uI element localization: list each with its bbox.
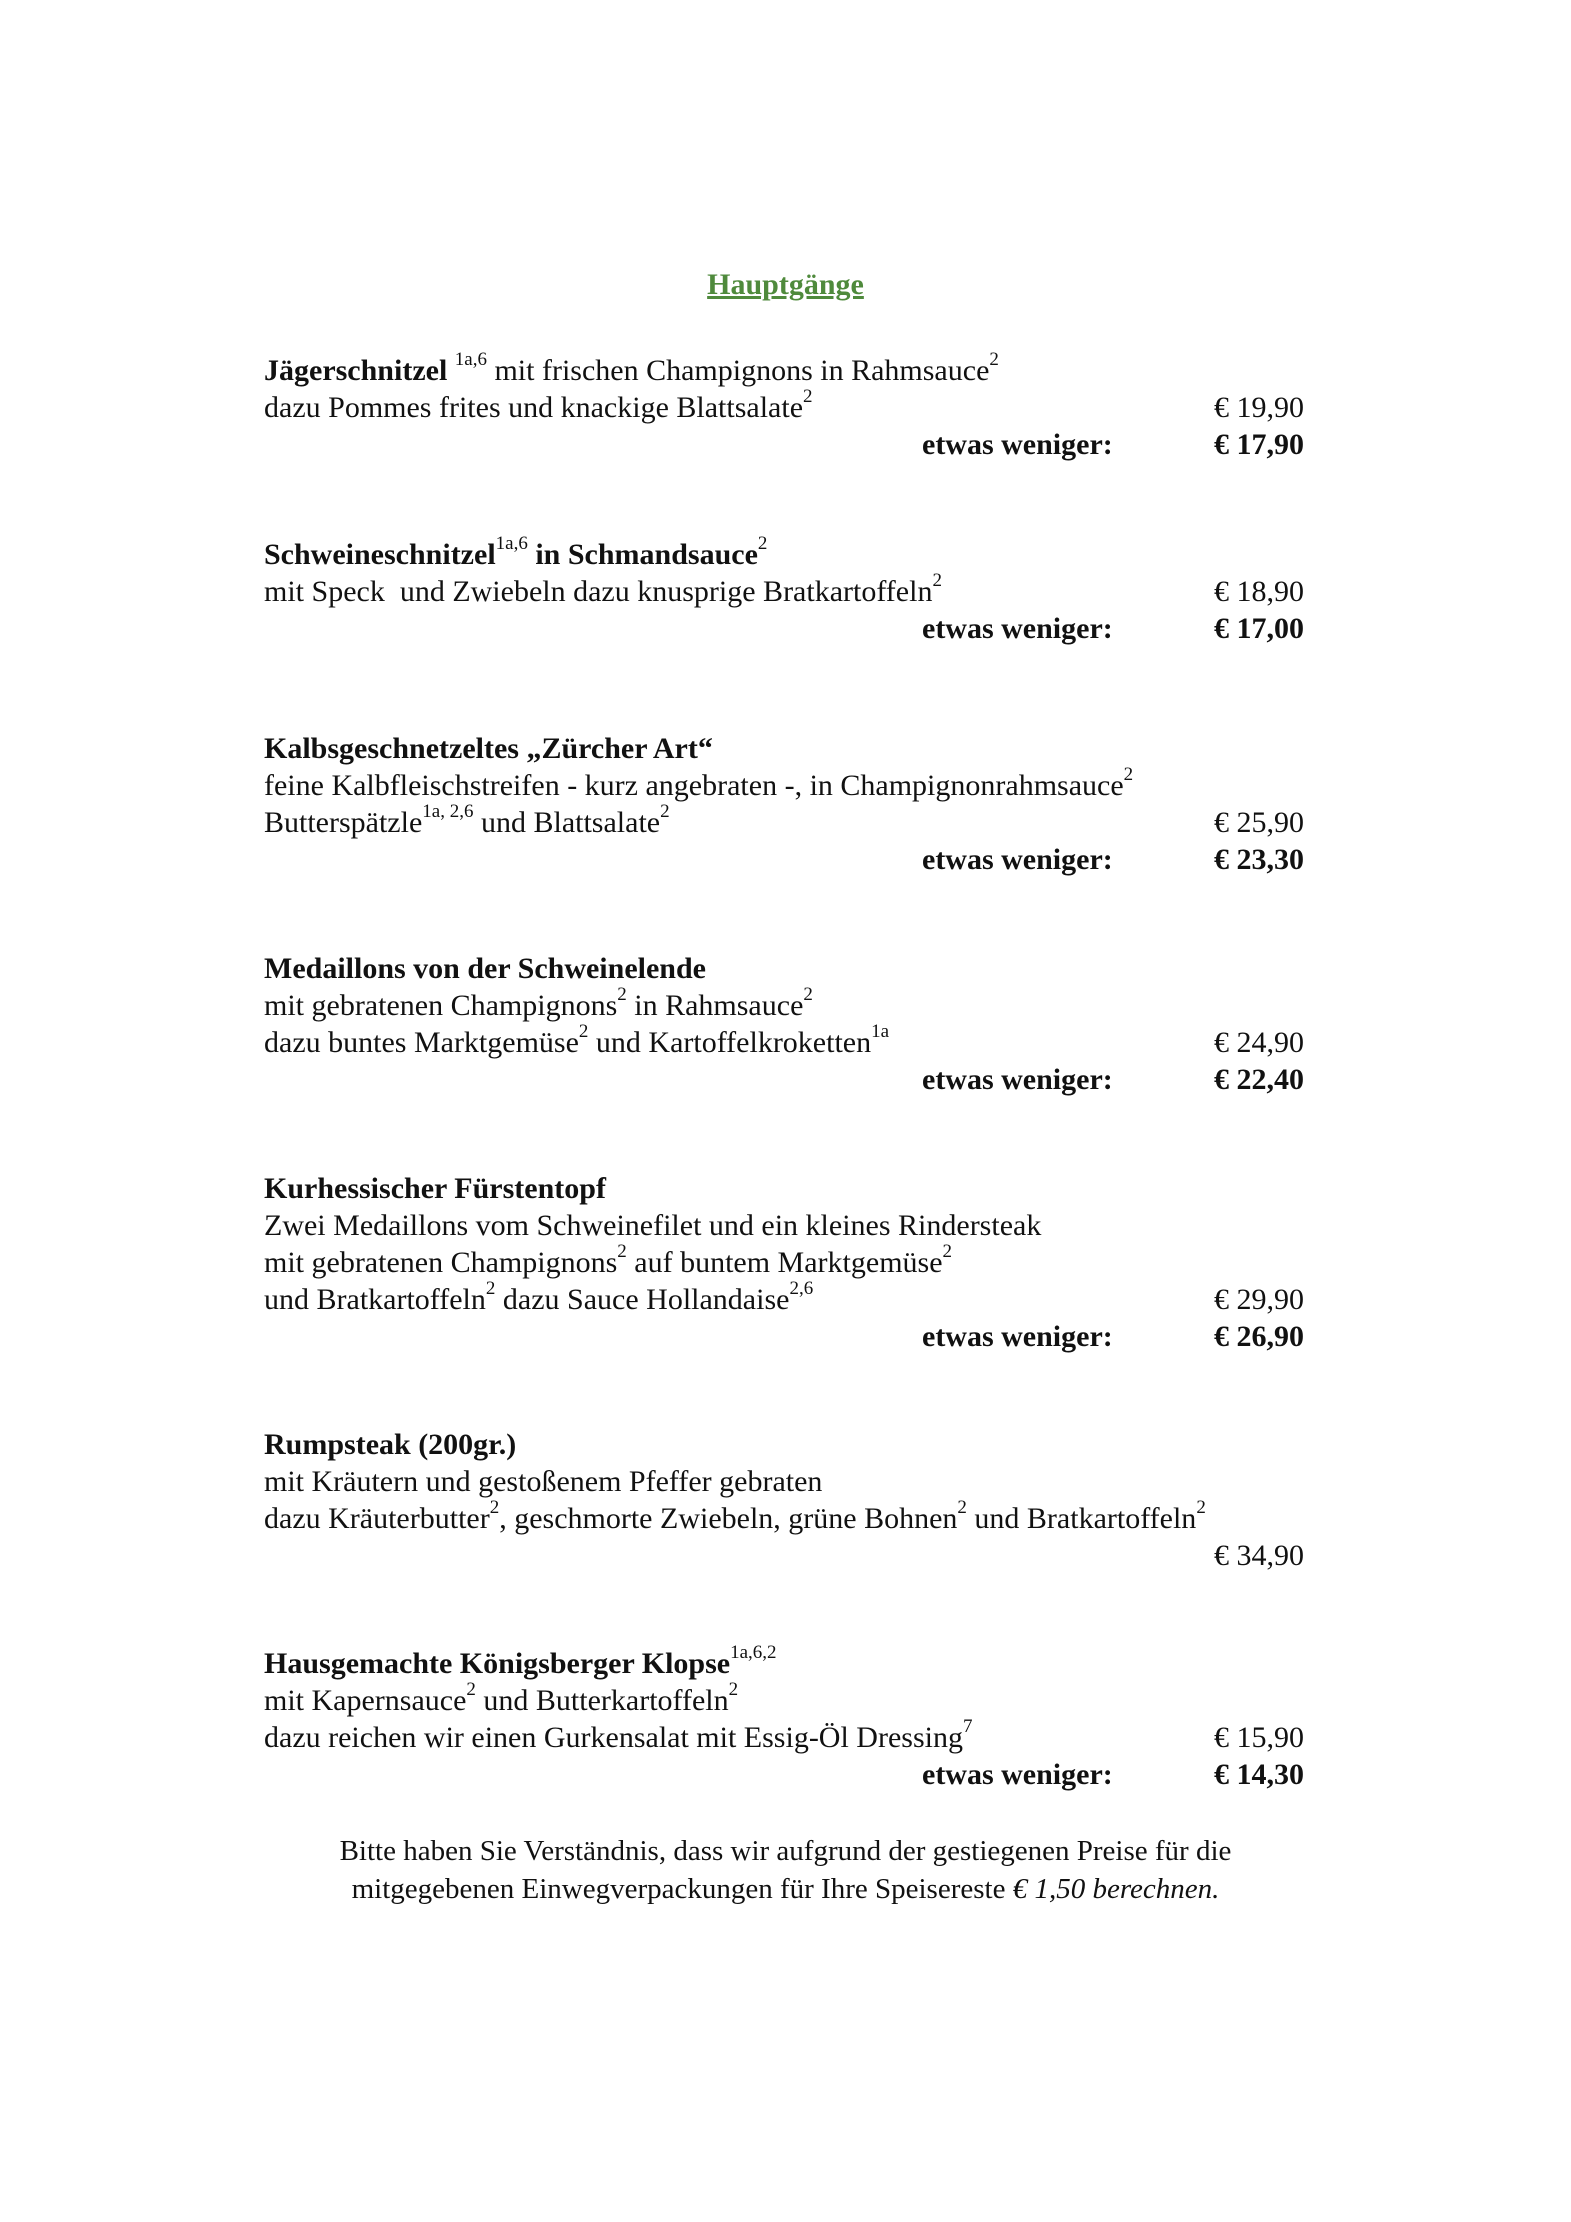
allergen-note: 1a, 2,6 xyxy=(422,801,474,822)
description-text: mit Speck und Zwiebeln dazu knusprige Bratkartoffeln xyxy=(264,575,933,608)
allergen-note: 2 xyxy=(578,1021,589,1042)
dish-title-line xyxy=(264,533,1304,573)
smaller-portion-price: € 23,30 xyxy=(1214,843,1304,876)
description-text: mit Kapernsauce xyxy=(264,1684,467,1717)
dish-name: Jägerschnitzel xyxy=(264,354,448,387)
smaller-portion-label: etwas weniger: xyxy=(922,843,1113,876)
description-text: und Bratkartoffeln xyxy=(966,1502,1197,1535)
dish-fuerstentopf xyxy=(264,1170,1304,1355)
allergen-note: 2 xyxy=(485,1278,496,1299)
smaller-portion-label: etwas weniger: xyxy=(922,1063,1113,1096)
description-text: dazu reichen wir einen Gurkensalat mit Essig-Öl Dressing xyxy=(264,1721,963,1754)
dish-description-line xyxy=(264,1463,1304,1500)
dish-description-line xyxy=(264,984,1304,1024)
dish-name: Medaillons von der Schweinelende xyxy=(264,952,706,985)
allergen-note: 2 xyxy=(803,386,813,407)
allergen-note: 2,6 xyxy=(789,1278,814,1299)
description-text: mit Kräutern und gestoßenem Pfeffer gebraten xyxy=(264,1465,823,1498)
description-text: und Blattsalate xyxy=(473,806,661,839)
dish-rumpsteak xyxy=(264,1426,1304,1574)
dish-description-line xyxy=(264,801,1304,841)
description-text: dazu Pommes frites und knackige Blattsalate xyxy=(264,391,804,424)
dish-description-line xyxy=(264,386,1304,426)
smaller-portion-line xyxy=(264,1318,1304,1355)
notice-fee: € 1,50 berechnen. xyxy=(1012,1873,1220,1905)
description-text: in Rahmsauce xyxy=(626,989,804,1022)
allergen-note: 1a,6,2 xyxy=(730,1642,777,1663)
description-text: mit gebratenen Champignons xyxy=(264,989,618,1022)
dish-kalbsgeschnetzeltes xyxy=(264,730,1304,878)
dish-subtitle: mit frischen Champignons in Rahmsauce xyxy=(494,354,990,387)
dish-title-line xyxy=(264,1642,1304,1682)
allergen-note: 2 xyxy=(989,349,999,370)
dish-jaegerschnitzel xyxy=(264,349,1304,463)
dish-description-line xyxy=(264,1497,1304,1537)
allergen-note: 2 xyxy=(757,533,768,554)
dish-name: Kalbsgeschnetzeltes „Zürcher Art“ xyxy=(264,732,713,765)
notice-text: mitgegebenen Einwegverpackungen für Ihre Speisereste xyxy=(351,1873,1013,1905)
description-text: dazu buntes Marktgemüse xyxy=(264,1026,579,1059)
dish-price: € 25,90 xyxy=(1214,806,1304,839)
dish-description-line xyxy=(264,1679,1304,1719)
dish-description-line xyxy=(264,1278,1304,1318)
dish-medaillons xyxy=(264,950,1304,1098)
description-text: mit gebratenen Champignons xyxy=(264,1246,618,1279)
allergen-note: 2 xyxy=(466,1679,476,1700)
dish-name: Schweineschnitzel xyxy=(264,538,496,571)
smaller-portion-label: etwas weniger: xyxy=(922,1758,1113,1791)
dish-title-line xyxy=(264,349,1304,389)
smaller-portion-price: € 22,40 xyxy=(1214,1063,1304,1096)
dish-title-line xyxy=(264,950,1304,987)
description-text: und Butterkartoffeln xyxy=(475,1684,729,1717)
dish-price: € 18,90 xyxy=(1214,575,1304,608)
dish-name: Kurhessischer Fürstentopf xyxy=(264,1172,606,1205)
smaller-portion-label: etwas weniger: xyxy=(922,428,1113,461)
smaller-portion-price: € 17,90 xyxy=(1214,428,1304,461)
dish-name: Hausgemachte Königsberger Klopse xyxy=(264,1647,731,1680)
allergen-note: 2 xyxy=(617,984,627,1005)
allergen-note: 2 xyxy=(1123,764,1134,785)
description-text: auf buntem Marktgemüse xyxy=(626,1246,943,1279)
allergen-note: 1a,6 xyxy=(454,349,487,370)
dish-description-line xyxy=(264,1241,1304,1281)
allergen-note: 2 xyxy=(1196,1497,1206,1518)
smaller-portion-line xyxy=(264,426,1304,463)
dish-koenigsberger-klopse xyxy=(264,1642,1304,1793)
allergen-note: 2 xyxy=(617,1241,627,1262)
smaller-portion-line xyxy=(264,1756,1304,1793)
smaller-portion-price: € 26,90 xyxy=(1214,1320,1304,1353)
smaller-portion-line xyxy=(264,841,1304,878)
dish-price: € 15,90 xyxy=(1214,1721,1304,1754)
notice-line-2 xyxy=(0,1870,1571,1908)
allergen-note: 2 xyxy=(803,984,813,1005)
allergen-note: 2 xyxy=(932,570,942,591)
dish-description-line xyxy=(264,1207,1304,1244)
dish-title-line xyxy=(264,1170,1304,1207)
description-text: dazu Sauce Hollandaise xyxy=(495,1283,790,1316)
smaller-portion-line xyxy=(264,610,1304,647)
notice-line-1: Bitte haben Sie Verständnis, dass wir aufgrund der gestiegenen Preise für die xyxy=(339,1835,1232,1867)
takeaway-packaging-notice xyxy=(0,1832,1571,1908)
allergen-note: 2 xyxy=(728,1679,739,1700)
allergen-note: 2 xyxy=(489,1497,500,1518)
smaller-portion-price: € 17,00 xyxy=(1214,612,1304,645)
smaller-portion-line xyxy=(264,1061,1304,1098)
dish-description-line xyxy=(264,764,1304,804)
description-text: dazu Kräuterbutter xyxy=(264,1502,490,1535)
price-line xyxy=(264,1537,1304,1574)
dish-title-line xyxy=(264,1426,1304,1463)
dish-description-line xyxy=(264,1716,1304,1756)
allergen-note: 7 xyxy=(962,1716,973,1737)
smaller-portion-label: etwas weniger: xyxy=(922,612,1113,645)
dish-name: Rumpsteak (200gr.) xyxy=(264,1428,517,1461)
description-text: feine Kalbfleischstreifen - kurz angebraten -, in Champignonrahmsauce xyxy=(264,769,1124,802)
description-text: Zwei Medaillons vom Schweinefilet und ein kleines Rindersteak xyxy=(264,1209,1042,1242)
dish-price: € 24,90 xyxy=(1214,1026,1304,1059)
page-title: Hauptgänge xyxy=(707,268,864,301)
dish-price: € 19,90 xyxy=(1214,391,1304,424)
description-text: , geschmorte Zwiebeln, grüne Bohnen xyxy=(499,1502,958,1535)
dish-title-line xyxy=(264,730,1304,767)
allergen-note: 1a xyxy=(871,1021,890,1042)
dish-schweineschnitzel xyxy=(264,533,1304,647)
dish-description-line xyxy=(264,1021,1304,1061)
description-text: und Kartoffelkroketten xyxy=(588,1026,872,1059)
dish-price: € 34,90 xyxy=(1214,1539,1304,1572)
allergen-note: 2 xyxy=(660,801,670,822)
smaller-portion-label: etwas weniger: xyxy=(922,1320,1113,1353)
allergen-note: 2 xyxy=(957,1497,967,1518)
description-text: und Bratkartoffeln xyxy=(264,1283,486,1316)
allergen-note: 1a,6 xyxy=(495,533,528,554)
smaller-portion-price: € 14,30 xyxy=(1214,1758,1304,1791)
dish-description-line xyxy=(264,570,1304,610)
dish-price: € 29,90 xyxy=(1214,1283,1304,1316)
allergen-note: 2 xyxy=(942,1241,953,1262)
description-text: Butterspätzle xyxy=(264,806,423,839)
dish-name-rest: in Schmandsauce xyxy=(535,538,758,571)
